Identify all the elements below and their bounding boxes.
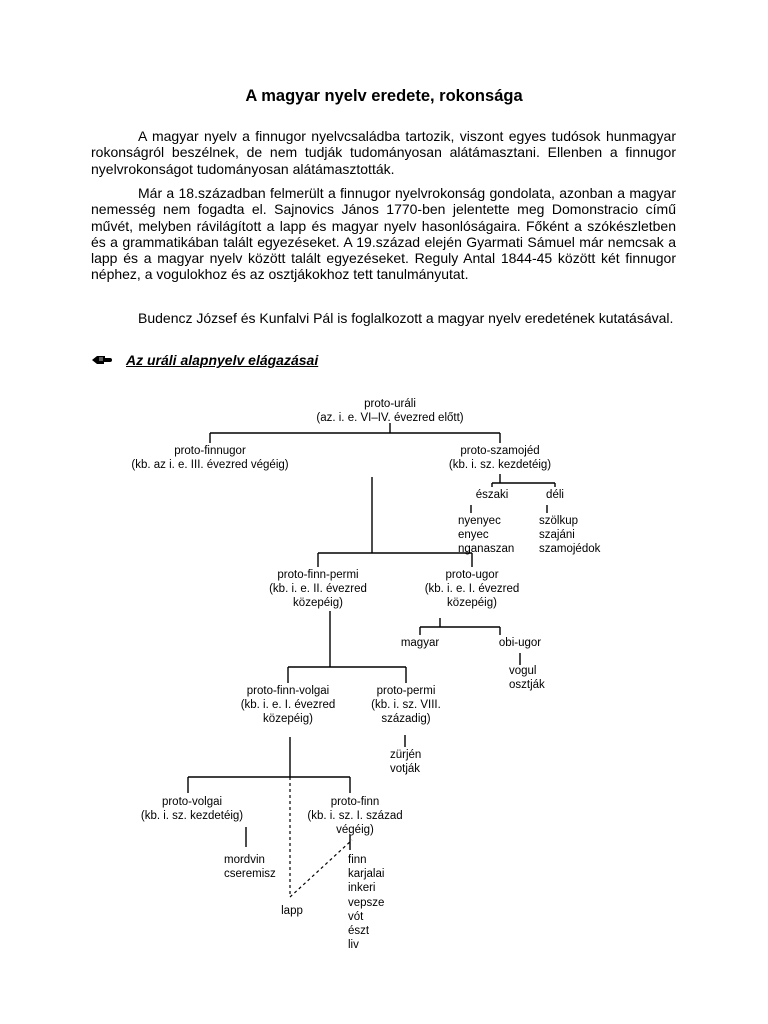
page-title: A magyar nyelv eredete, rokonsága — [245, 87, 523, 105]
node-period: (kb. i. e. I. évezred — [240, 699, 336, 711]
language-item: nganaszan — [458, 543, 515, 556]
node-period: (kb. i. e. II. évezred — [269, 583, 367, 595]
language-item: votják — [390, 763, 421, 776]
node-period: (kb. i. e. I. évezred — [424, 583, 520, 595]
language-family-tree — [131, 385, 640, 960]
node-proto-finn — [307, 795, 402, 837]
node-period: közepéig) — [263, 713, 313, 725]
paragraph-1: A magyar nyelv a finnugor nyelvcsaládba tartozik, viszont egyes tudósok hunmagyar rokonságról beszélnek, de nem tudják tudományosan alátámasztani. Ellenben a finnugor nyelvrokonságot tudományosan alátámasztották. — [91, 128, 676, 177]
node-label: proto-finn-volgai — [246, 685, 330, 697]
list-permi-languages — [390, 748, 421, 776]
node-proto-permi — [371, 684, 441, 726]
language-item: vogul — [509, 665, 537, 677]
section-heading — [91, 352, 318, 368]
node-eszaki: északi — [475, 489, 509, 501]
node-period: (kb. i. sz. I. század — [307, 810, 403, 822]
node-period: (kb. i. sz. kezdetéig) — [140, 810, 244, 822]
node-label: proto-ugor — [445, 569, 499, 581]
language-item: enyec — [458, 529, 489, 542]
node-proto-finn-volgai — [241, 684, 336, 726]
language-item: finn — [348, 854, 367, 866]
node-proto-finnugor — [131, 444, 288, 472]
section-heading-text: Az uráli alapnyelv elágazásai — [126, 352, 319, 368]
list-finn-languages — [348, 853, 384, 952]
node-label: proto-volgai — [161, 796, 223, 808]
node-period: közepéig) — [293, 597, 343, 609]
node-proto-urali — [316, 397, 463, 425]
node-label: proto-permi — [376, 685, 436, 697]
language-item: észt — [348, 925, 370, 938]
node-period: (kb. az i. e. III. évezred végéig) — [131, 459, 289, 471]
language-item: osztják — [509, 679, 545, 692]
node-obi-ugor: obi-ugor — [498, 637, 542, 649]
list-volgai-languages — [224, 853, 276, 881]
node-magyar: magyar — [400, 637, 440, 649]
node-label: proto-finn-permi — [277, 569, 359, 581]
language-item: nyenyec — [458, 515, 501, 527]
node-label: proto-finn — [330, 796, 380, 808]
language-item: inkeri — [348, 882, 376, 895]
node-period: századig) — [381, 713, 431, 725]
node-period: (az. i. e. VI–IV. évezred előtt) — [316, 412, 464, 424]
language-item: cseremisz — [224, 868, 276, 881]
list-obi-ugor-languages — [509, 664, 545, 692]
list-eszaki-languages — [458, 514, 514, 557]
language-item: vót — [348, 910, 364, 923]
node-period: közepéig) — [447, 597, 497, 609]
node-deli: déli — [546, 489, 564, 501]
node-proto-szamojed — [449, 444, 551, 472]
node-label: proto-szamojéd — [460, 445, 540, 457]
node-period: (kb. i. sz. kezdetéig) — [448, 459, 552, 471]
node-proto-volgai — [141, 795, 243, 823]
paragraph-3: Budencz József és Kunfalvi Pál is foglalkozott a magyar nyelv eredetének kutatásával. — [138, 310, 674, 326]
node-label: proto-uráli — [364, 398, 416, 410]
list-deli-languages — [539, 514, 600, 557]
node-lapp: lapp — [281, 905, 303, 917]
node-proto-ugor — [425, 568, 520, 610]
node-label: proto-finnugor — [174, 445, 246, 457]
language-item: vepsze — [348, 896, 385, 909]
node-period: (kb. i. sz. VIII. — [371, 699, 441, 711]
language-item: szamojédok — [539, 543, 601, 556]
node-period: végéig) — [336, 824, 374, 836]
node-proto-finn-permi — [269, 568, 367, 610]
language-item: szajáni — [539, 529, 575, 542]
language-item: mordvin — [224, 854, 265, 866]
language-item: karjalai — [348, 868, 385, 881]
paragraph-2: Már a 18.században felmerült a finnugor nyelvrokonság gondolata, azonban a magyar nemesség nem fogadta el. Sajnovics János 1770-ben jelentette meg Domonstracio című művét, melyben rávilágított a lapp és magyar nyelv hasonlóságaira. Főként a szókészletben és a grammatikában talált egyezéseket. A 19.század elején Gyarmati Sámuel már nemcsak a lapp és a magyar nyelv között talált egyezéseket. Reguly Antal 1844-45 között két finnugor néphez, a vogulokhoz és az osztjákokhoz tett tanulmányutat. — [91, 185, 676, 283]
pointing-hand-icon — [91, 353, 113, 367]
language-item: szölkup — [539, 515, 578, 527]
language-item: zürjén — [390, 749, 422, 761]
language-item: liv — [348, 939, 359, 952]
